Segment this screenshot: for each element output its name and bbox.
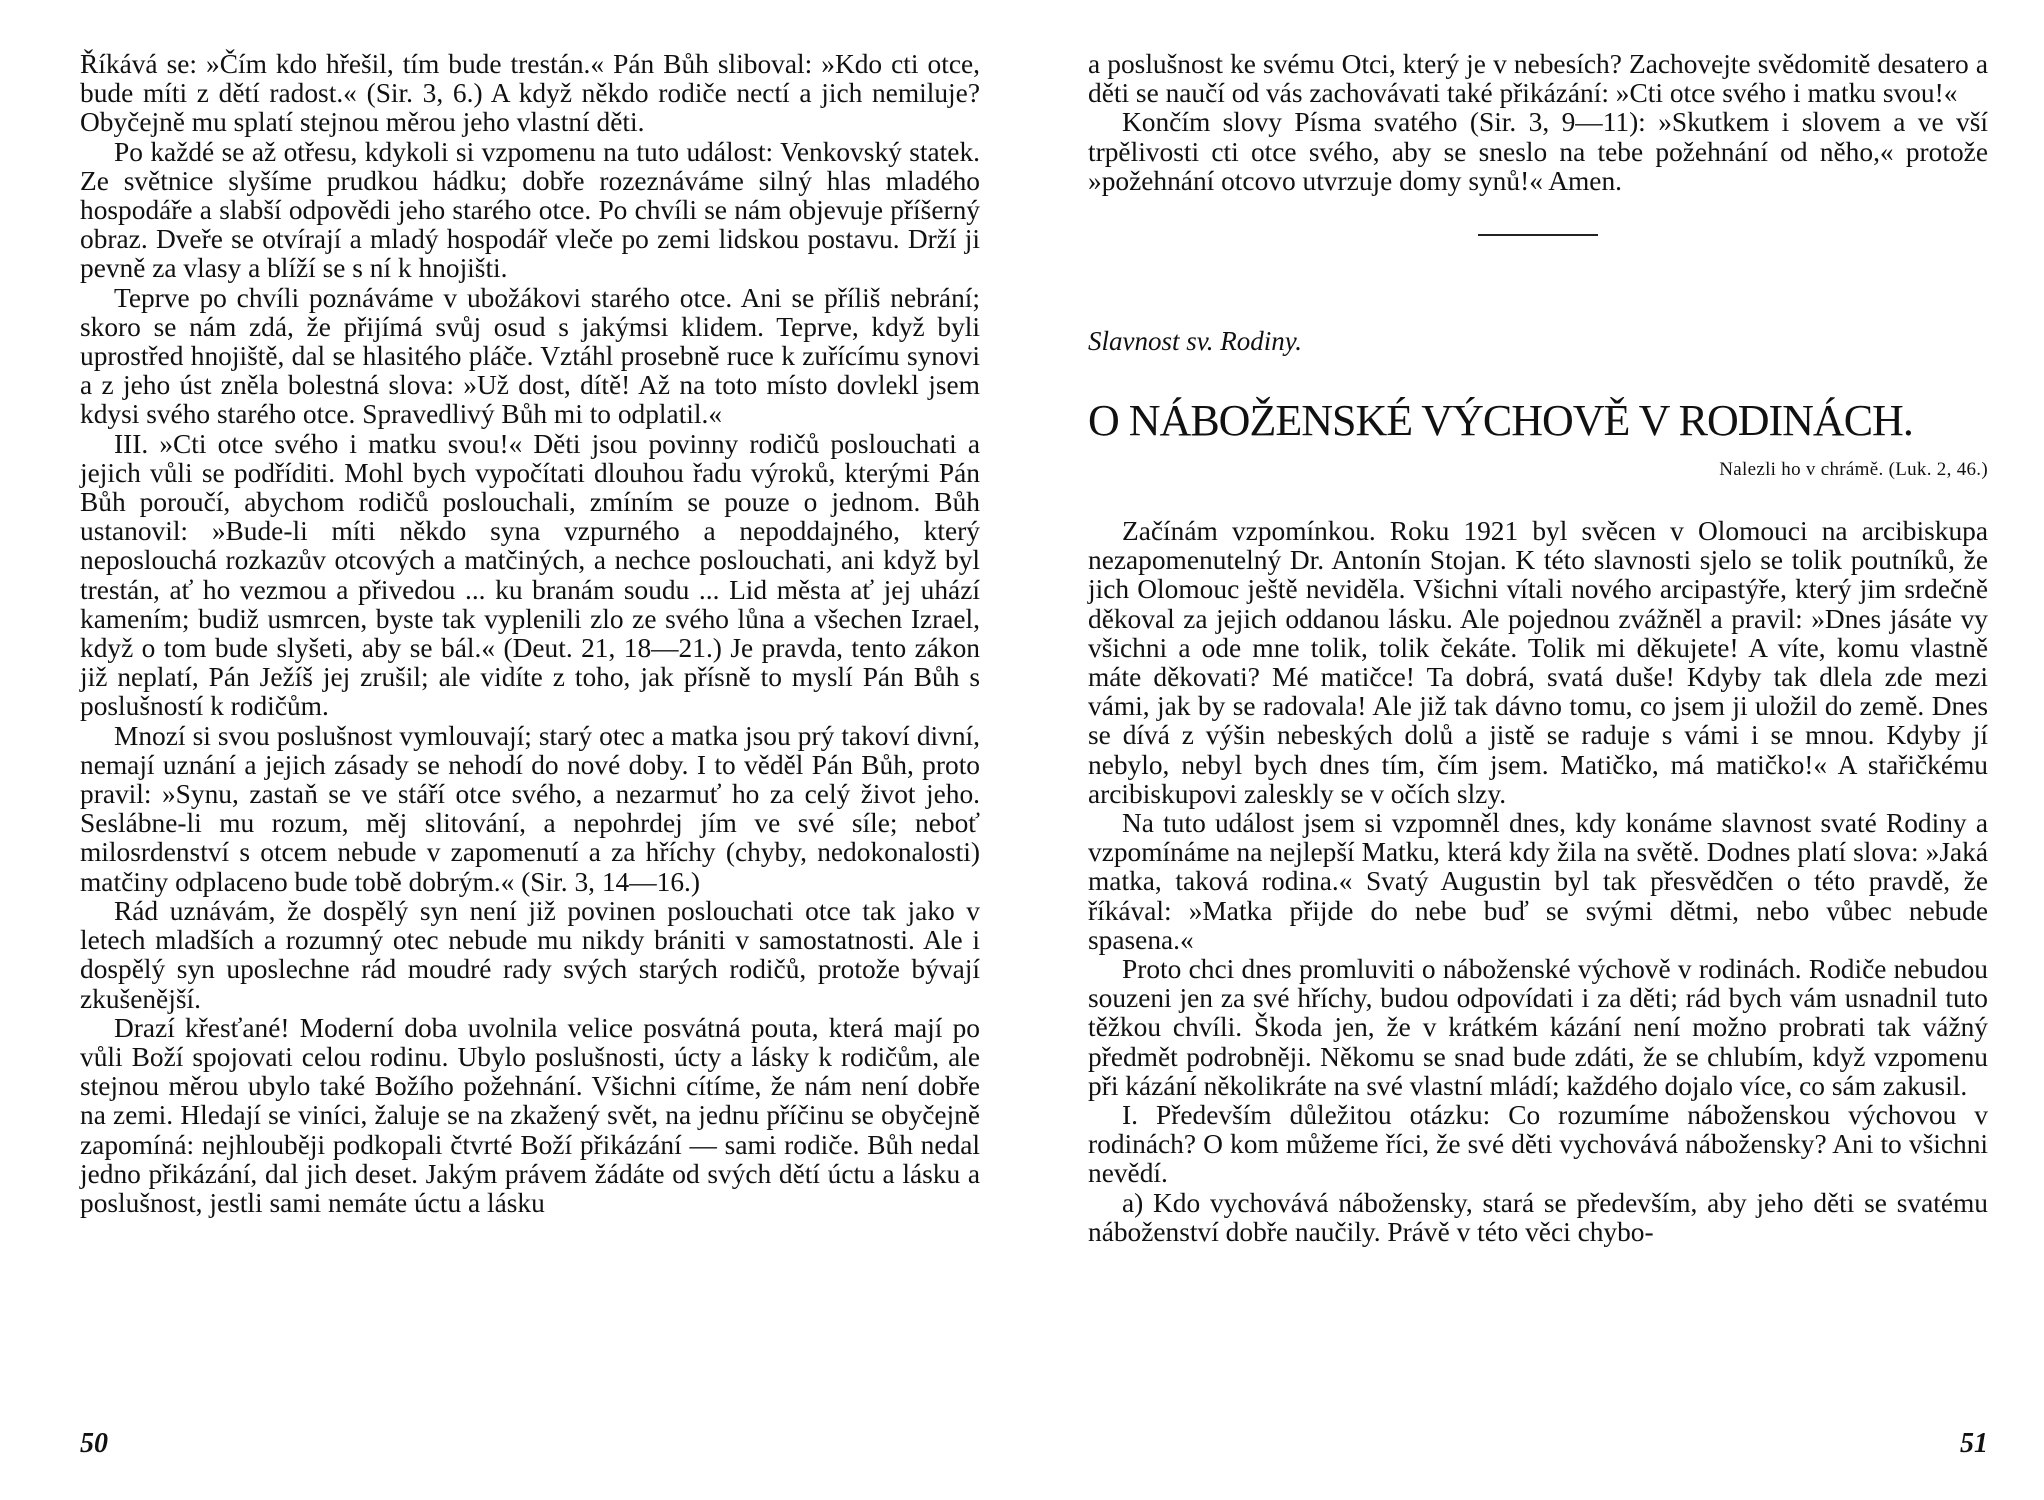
right-text-column xyxy=(1088,50,1988,1247)
page-number: 51 xyxy=(1960,1428,1988,1459)
sermon-title: O NÁBOŽENSKÉ VÝCHOVĚ V RODINÁCH. xyxy=(1088,396,1913,446)
paragraph: Na tuto událost jsem si vzpomněl dnes, kdy konáme slavnost svaté Rodiny a vzpomínáme na nejlepší Matku, která kdy žila na světě. Dodnes platí slova: »Jaká matka, taková rodina.« Svatý Augustin byl tak přesvědčen o této pravdě, že říkával: »Matka přijde do nebe buď se svými dětmi, nebo vůbec nebude spasena.« xyxy=(1088,808,1988,955)
left-page xyxy=(80,0,980,1500)
paragraph: I. Především důležitou otázku: Co rozumíme náboženskou výchovou v rodinách? O kom můžeme říci, že své děti vychovává nábožensky? Ani to všichni nevědí. xyxy=(1088,1100,1988,1189)
paragraph: Říkává se: »Čím kdo hřešil, tím bude trestán.« Pán Bůh sliboval: »Kdo cti otce, bude míti z dětí radost.« (Sir. 3, 6.) A když někdo rodiče nectí a jich nemiluje? Obyčejně mu splatí stejnou měrou jeho vlastní děti. xyxy=(80,49,980,138)
paragraph: Po každé se až otřesu, kdykoli si vzpomenu na tuto událost: Venkovský statek. Ze světnice slyšíme prudkou hádku; dobře rozeznáváme silný hlas mladého hospodáře a slabší odpovědi jeho starého otce. Po chvíli se nám objevuje příšerný obraz. Dveře se otvírají a mladý hospodář vleče po zemi lidskou postavu. Drží ji pevně za vlasy a blíží se s ní k hnojišti. xyxy=(80,136,980,284)
paragraph: Proto chci dnes promluviti o náboženské výchově v rodinách. Rodiče nebudou souzeni jen za své hříchy, budou odpovídati i za děti; rád bych vám usnadnil tuto těžkou chvíli. Škoda jen, že v krátkém kázání není možno probrati tak vážný předmět podrobněji. Někomu se snad bude zdáti, že se chlubím, když vzpomenu při kázání několikráte na své vlastní mládí; každého dojalo více, co sám zakusil. xyxy=(1088,954,1988,1101)
paragraph: Teprve po chvíli poznáváme v ubožákovi starého otce. Ani se příliš nebrání; skoro se nám zdá, že přijímá svůj osud s jakýmsi klidem. Teprve, když byli uprostřed hnojiště, dal se hlasitého pláče. Vztáhl prosebně ruce k zuřícímu synovi a z jeho úst zněla bolestná slova: »Už dost, dítě! Až na toto místo dovlekl jsem kdysi svého starého otce. Spravedlivý Bůh mi to odplatil.« xyxy=(80,282,980,430)
right-page xyxy=(1088,0,1988,1500)
page-number: 50 xyxy=(80,1428,108,1459)
paragraph: Drazí křesťané! Moderní doba uvolnila velice posvátná pouta, která mají po vůli Boží spojovati celou rodinu. Ubylo poslušnosti, úcty a lásky k rodičům, ale stejnou měrou ubylo také Božího požehnání. Všichni cítíme, že nám není dobře na zemi. Hledají se viníci, žaluje se na zkažený svět, na jednu příčinu se obyčejně zapomíná: nejhlouběji podkopali čtvrté Boží přikázání — sami rodiče. Bůh nedal jedno přikázání, dal jich deset. Jakým právem žádáte od svých dětí úctu a lásku a poslušnost, jestli sami nemáte úctu a lásku xyxy=(80,1012,980,1218)
paragraph: a poslušnost ke svému Otci, který je v nebesích? Zachovejte svědomitě desatero a děti se naučí od vás zachovávati také přikázání: »Cti otce svého i matku svou!« xyxy=(1088,49,1988,109)
paragraph: III. »Cti otce svého i matku svou!« Děti jsou povinny rodičů poslouchati a jejich vůli se podříditi. Mohl bych vypočítati dlouhou řadu výroků, kterými Pán Bůh poroučí, abychom rodičů poslouchali, zmíním se pouze o jednom. Bůh ustanovil: »Bude-li míti někdo syna vzpurného a nepoddajného, který neposlouchá rozkazův otcových a matčiných, a nechce poslouchati, ani když byl trestán, ať ho vezmou a přivedou ... ku branám soudu ... Lid města ať jej uhází kamením; budiž usmrcen, byste tak vyplenili zlo ze svého lůna a všechen Izrael, když o tom bude slyšeti, aby se bál.« (Deut. 21, 18—21.) Je pravda, tento zákon již neplatí, Pán Ježíš jej zrušil; ale vidíte z toho, jak přísně to myslí Pán Bůh s poslušností k rodičům. xyxy=(80,428,980,722)
occasion-heading: Slavnost sv. Rodiny. xyxy=(1088,326,1302,357)
paragraph: Končím slovy Písma svatého (Sir. 3, 9—11): »Skutkem i slovem a ve vší trpělivosti cti otce svého, aby se sneslo na tebe požehnání od něho,« protože »požehnání otcovo utvrzuje domy synů!« Amen. xyxy=(1088,107,1988,196)
scripture-citation: Nalezli ho v chrámě. (Luk. 2, 46.) xyxy=(1719,459,1988,481)
paragraph: Mnozí si svou poslušnost vymlouvají; starý otec a matka jsou prý takoví divní, nemají uznání a jejich zásady se nehodí do nové doby. I to věděl Pán Bůh, proto pravil: »Synu, zastaň se ve stáří otce svého, a nezarmuť ho za celý život jeho. Seslábne-li mu rozum, měj slitování, a nepohrdej jím ve své síle; neboť milosrdenství s otcem nebude v zapomenutí a za hříchy (chyby, nedokonalosti) matčiny odplaceno bude tobě dobrým.« (Sir. 3, 14—16.) xyxy=(80,720,980,897)
paragraph: Začínám vzpomínkou. Roku 1921 byl svěcen v Olomouci na arcibiskupa nezapomenutelný Dr. Antonín Stojan. K této slavnosti sjelo se tolik poutníků, že jich Olomouc ještě neviděla. Všichni vítali nového arcipastýře, který jim srdečně děkoval za jejich oddanou lásku. Ale pojednou zvážněl a pravil: »Dnes jásáte vy všichni a ode mne tolik, tolik čekáte. Tolik mi děkujete! A víte, komu vlastně máte děkovati? Mé matičce! Ta dobrá, svatá duše! Kdyby tak dlela zde mezi vámi, jak by se radovala! Ale již tak dávno tomu, co jsem ji uložil do země. Dnes se dívá z výšin nebeských dolů a jistě se raduje s vámi i se mnou. Kdyby jí nebylo, nebyl bych dnes tím, čím jsem. Matičko, má matičko!« A stařičkému arcibiskupovi zaleskly se v očích slzy. xyxy=(1088,516,1988,809)
paragraph: a) Kdo vychovává nábožensky, stará se především, aby jeho děti se svatému náboženství dobře naučily. Právě v této věci chybo- xyxy=(1088,1187,1988,1247)
left-text-column xyxy=(80,50,980,1218)
section-divider xyxy=(1478,234,1598,236)
paragraph: Rád uznávám, že dospělý syn není již povinen poslouchati otce tak jako v letech mladších a rozumný otec nebude mu nikdy brániti v samostatnosti. Ale i dospělý syn uposlechne rád moudré rady svých starých rodičů, protože bývají zkušenější. xyxy=(80,895,980,1014)
